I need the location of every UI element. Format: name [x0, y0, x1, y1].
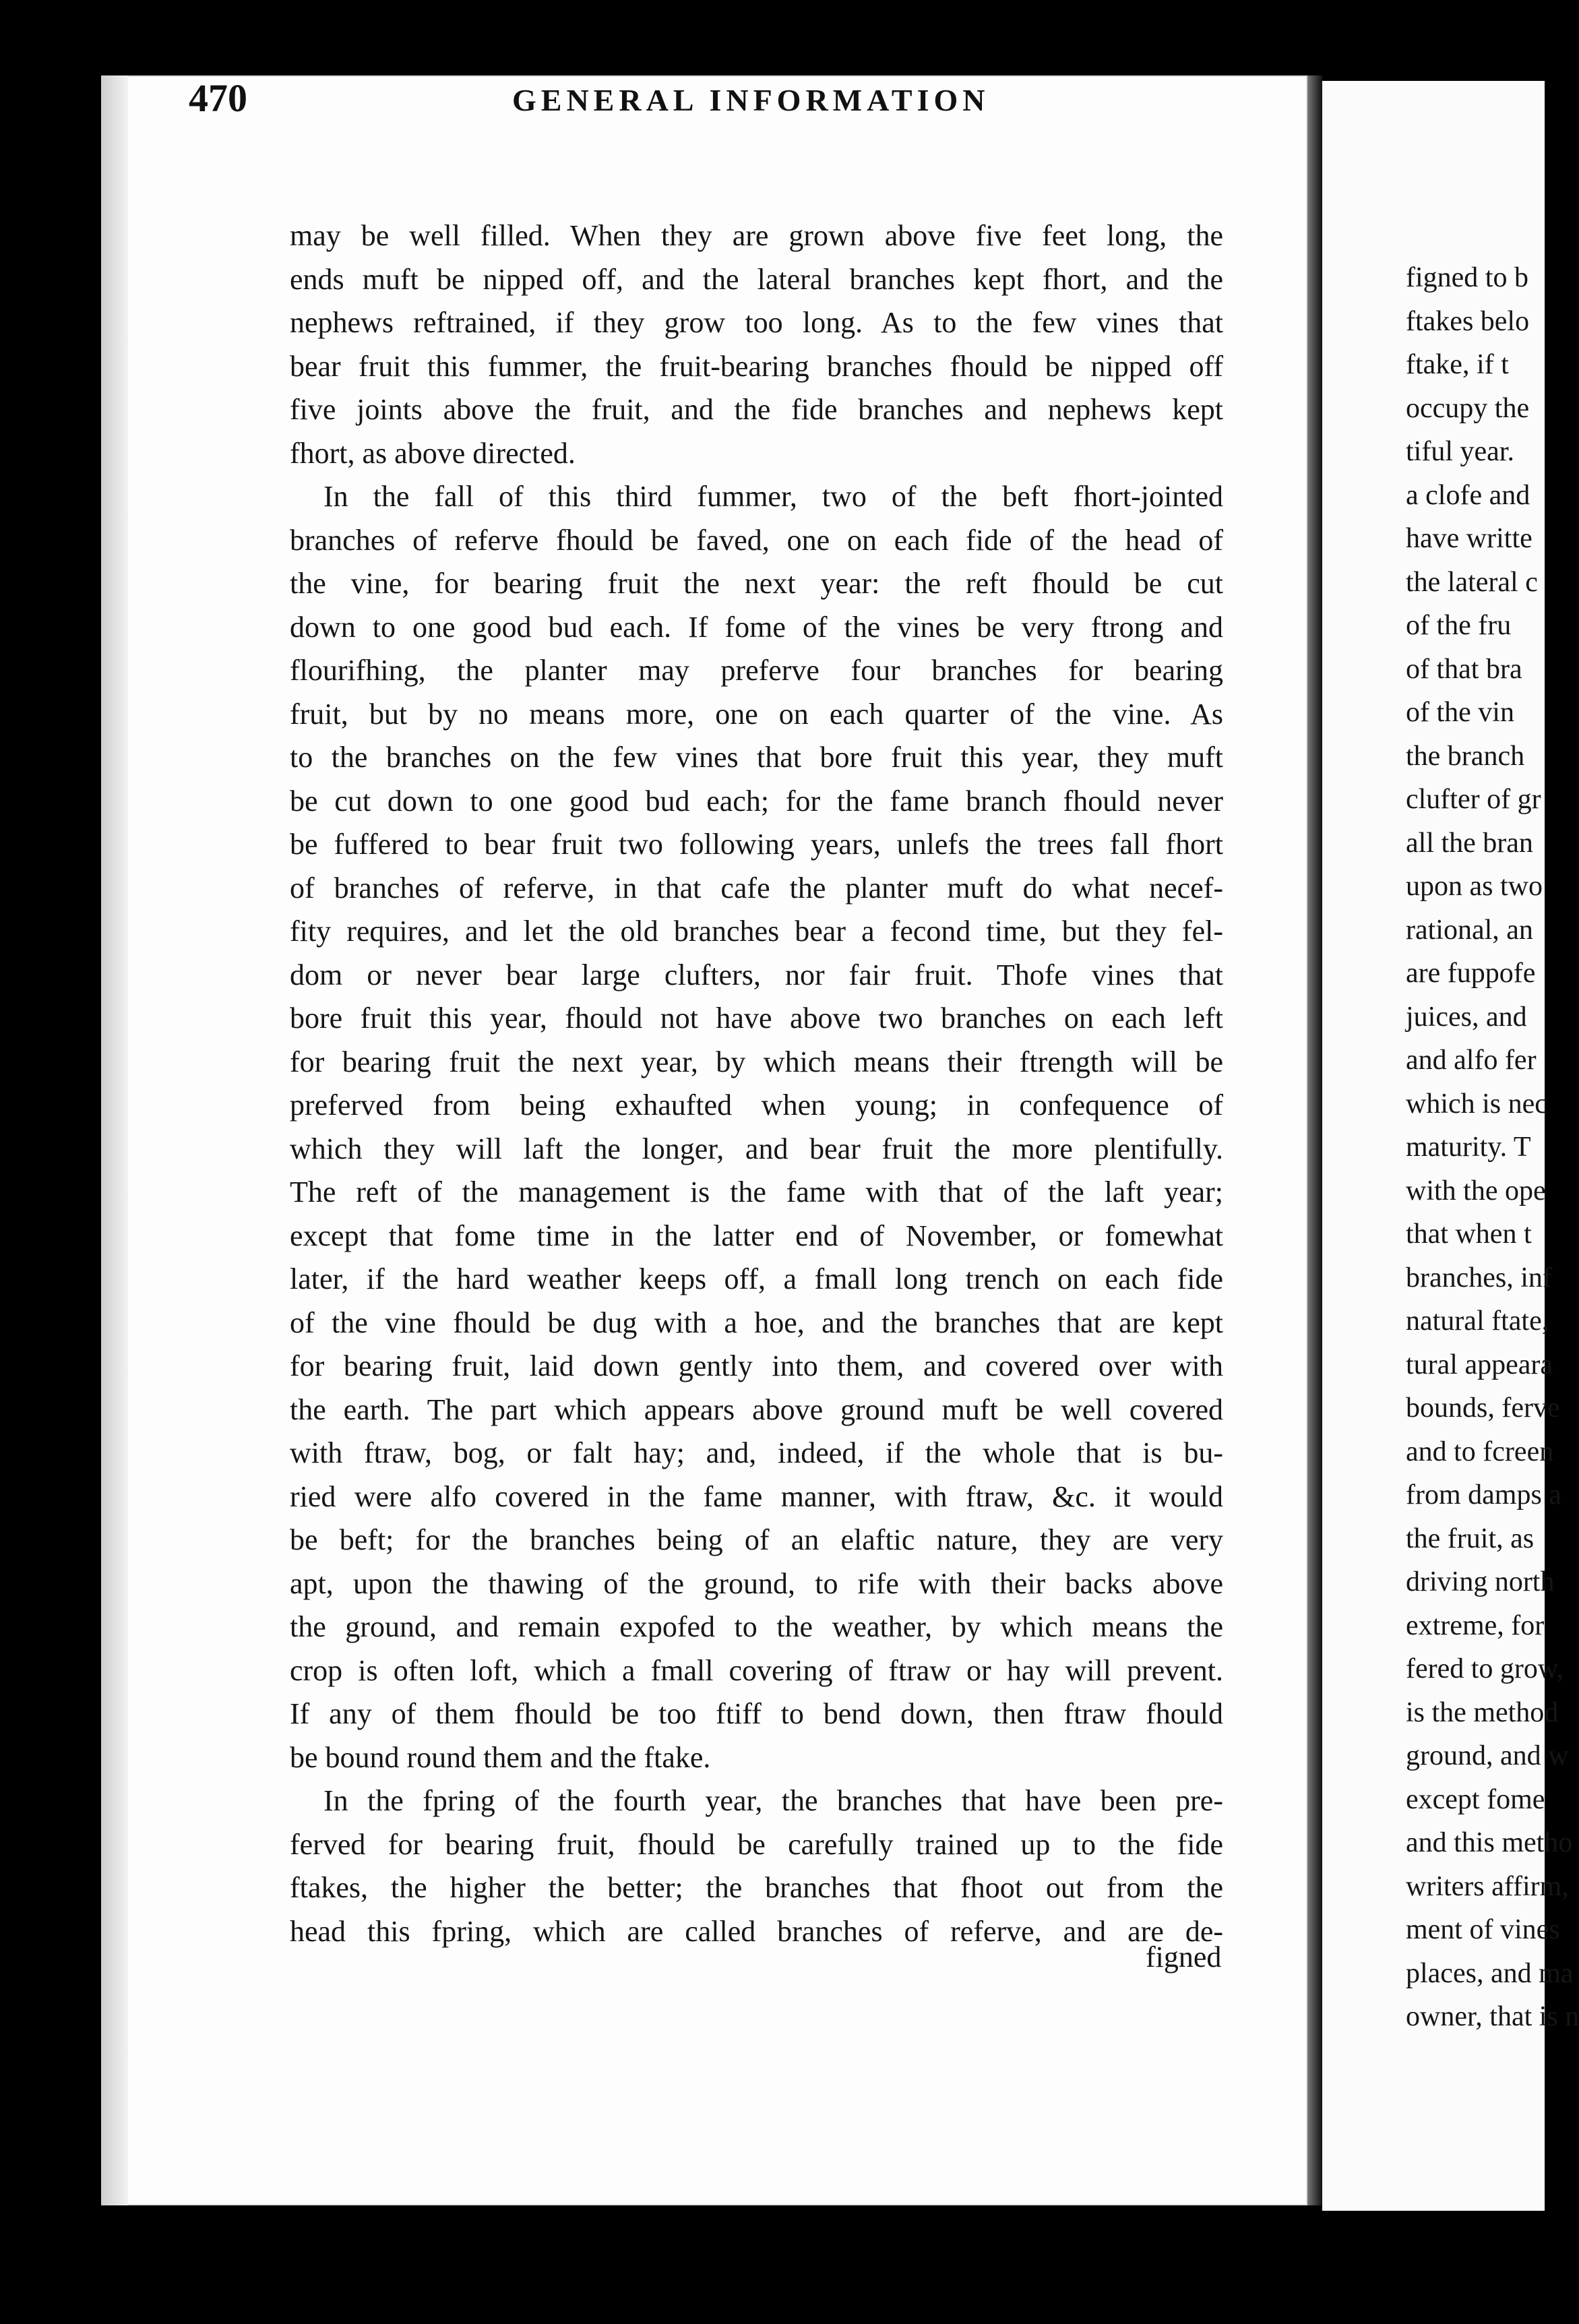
text-line: fruit, but by no means more, one on each quarter of the vine. As: [290, 697, 1223, 731]
text-line: In the fpring of the fourth year, the branches that have been pre-: [323, 1784, 1223, 1817]
text-line: five joints above the fruit, and the fide branches and nephews kept: [290, 393, 1223, 426]
facing-page-text: [1406, 256, 1579, 2039]
facing-text-line: of that bra: [1406, 653, 1522, 685]
text-line: In the fall of this third fummer, two of the beft fhort-jointed: [323, 480, 1223, 513]
text-line: except that fome time in the latter end of November, or fomewhat: [290, 1219, 1223, 1252]
page-binding-edge: [101, 75, 128, 2205]
text-line: dom or never bear large clufters, nor fair fruit. Thofe vines that: [290, 958, 1223, 991]
text-line: be fuffered to bear fruit two following years, unlefs the trees fall fhort: [290, 828, 1223, 861]
text-line: later, if the hard weather keeps off, a fmall long trench on each fide: [290, 1262, 1223, 1295]
facing-text-line: occupy the: [1406, 392, 1530, 424]
page-header: [189, 75, 1233, 129]
facing-text-line: ment of vines: [1406, 1914, 1560, 1945]
facing-text-line: of the vin: [1406, 697, 1514, 728]
facing-text-line: of the fru: [1406, 610, 1512, 641]
facing-page: [1322, 81, 1579, 2211]
text-line: crop is often loft, which a fmall covering of ftraw or hay will prevent.: [290, 1653, 1223, 1687]
page-number: 470: [189, 76, 247, 120]
facing-text-line: the fruit, as: [1406, 1523, 1535, 1554]
facing-text-line: driving north: [1406, 1566, 1555, 1597]
text-line: the ground, and remain expofed to the weather, by which means the: [290, 1610, 1223, 1643]
facing-text-line: ftakes belo: [1406, 305, 1530, 337]
text-line: preferved from being exhaufted when young; in confequence of: [290, 1089, 1223, 1122]
facing-text-line: a clofe and: [1406, 479, 1530, 511]
text-line: apt, upon the thawing of the ground, to rife with their backs above: [290, 1566, 1223, 1600]
facing-text-line: the branch: [1406, 740, 1525, 772]
facing-text-line: which is nec: [1406, 1088, 1547, 1120]
facing-text-line: fered to grow,: [1406, 1653, 1564, 1684]
text-line: the vine, for bearing fruit the next year: the reft fhould be cut: [290, 567, 1223, 600]
book-gutter-shadow: [1307, 75, 1322, 2205]
text-line: fhort, as above directed.: [290, 436, 576, 470]
facing-text-line: places, and ma: [1406, 1957, 1574, 1989]
facing-text-line: owner, that is n: [1406, 2001, 1579, 2032]
facing-text-line: extreme, for: [1406, 1610, 1545, 1641]
text-line: be cut down to one good bud each; for the fame branch fhould never: [290, 784, 1223, 818]
text-line: may be well filled. When they are grown above five feet long, the: [290, 219, 1223, 252]
text-line: ends muft be nipped off, and the lateral branches kept fhort, and the: [290, 262, 1223, 296]
catchword: figned: [1146, 1940, 1222, 1974]
facing-text-line: tiful year.: [1406, 436, 1514, 467]
facing-text-line: from damps a: [1406, 1479, 1561, 1510]
text-line: ferved for bearing fruit, fhould be carefully trained up to the fide: [290, 1827, 1223, 1861]
facing-text-line: are fuppofe: [1406, 958, 1536, 989]
text-line: If any of them fhould be too ftiff to bend down, then ftraw fhould: [290, 1697, 1223, 1730]
text-line: The reft of the management is the fame with that of the laft year;: [290, 1175, 1223, 1209]
facing-text-line: with the ope: [1406, 1175, 1546, 1206]
text-line: for bearing fruit the next year, by which means their ftrength will be: [290, 1045, 1223, 1078]
text-line: of the vine fhould be dug with a hoe, and the branches that are kept: [290, 1306, 1223, 1339]
text-line: ftakes, the higher the better; the branches that fhoot out from the: [290, 1871, 1223, 1904]
facing-text-line: all the bran: [1406, 827, 1533, 859]
facing-text-line: clufter of gr: [1406, 784, 1541, 815]
text-line: the earth. The part which appears above ground muft be well covered: [290, 1393, 1223, 1426]
main-text-block: [290, 214, 1223, 1953]
facing-text-line: except fome: [1406, 1783, 1545, 1815]
text-line: be bound round them and the ftake.: [290, 1740, 711, 1774]
facing-text-line: juices, and: [1406, 1001, 1527, 1033]
facing-text-line: ground, and w: [1406, 1740, 1569, 1771]
facing-text-line: is the method: [1406, 1696, 1559, 1728]
running-head: GENERAL INFORMATION: [512, 83, 990, 117]
facing-text-line: and to fcreen: [1406, 1436, 1554, 1467]
facing-text-line: upon as two: [1406, 871, 1543, 902]
text-line: down to one good bud each. If fome of the vines be very ftrong and: [290, 610, 1223, 644]
facing-text-line: and alfo fer: [1406, 1045, 1537, 1076]
text-line: with ftraw, bog, or falt hay; and, indeed, if the whole that is bu-: [290, 1436, 1223, 1469]
facing-text-line: that when t: [1406, 1219, 1532, 1250]
text-line: ried were alfo covered in the fame manner, with ftraw, &c. it would: [290, 1479, 1223, 1513]
text-line: be beft; for the branches being of an elaftic nature, they are very: [290, 1523, 1223, 1556]
facing-text-line: maturity. T: [1406, 1132, 1531, 1163]
facing-text-line: branches, inf: [1406, 1262, 1552, 1293]
facing-text-line: have writte: [1406, 523, 1532, 554]
text-line: nephews reftrained, if they grow too long. As to the few vines that: [290, 306, 1223, 339]
facing-text-line: writers affirm,: [1406, 1870, 1569, 1902]
facing-text-line: natural ftate,: [1406, 1306, 1549, 1337]
facing-text-line: figned to b: [1406, 262, 1528, 293]
facing-text-line: ftake, if t: [1406, 349, 1509, 380]
text-line: to the branches on the few vines that bore fruit this year, they muft: [290, 741, 1223, 774]
text-line: for bearing fruit, laid down gently into them, and covered over with: [290, 1349, 1223, 1382]
text-line: bear fruit this fummer, the fruit-bearing branches fhould be nipped off: [290, 349, 1223, 383]
facing-text-line: the lateral c: [1406, 566, 1538, 598]
text-line: fity requires, and let the old branches bear a fecond time, but they fel-: [290, 915, 1223, 948]
facing-text-line: and this metho: [1406, 1827, 1573, 1858]
text-line: of branches of referve, in that cafe the planter muft do what necef-: [290, 871, 1223, 905]
facing-text-line: bounds, ferve: [1406, 1393, 1560, 1424]
text-line: branches of referve fhould be faved, one on each fide of the head of: [290, 523, 1223, 557]
text-line: flourifhing, the planter may preferve four branches for bearing: [290, 654, 1223, 687]
facing-text-line: rational, an: [1406, 914, 1533, 946]
text-line: which they will laft the longer, and bear fruit the more plentifully.: [290, 1132, 1223, 1165]
facing-text-line: tural appeara: [1406, 1349, 1553, 1380]
text-line: head this fpring, which are called branches of referve, and are de-: [290, 1914, 1223, 1948]
text-line: bore fruit this year, fhould not have above two branches on each left: [290, 1002, 1223, 1035]
